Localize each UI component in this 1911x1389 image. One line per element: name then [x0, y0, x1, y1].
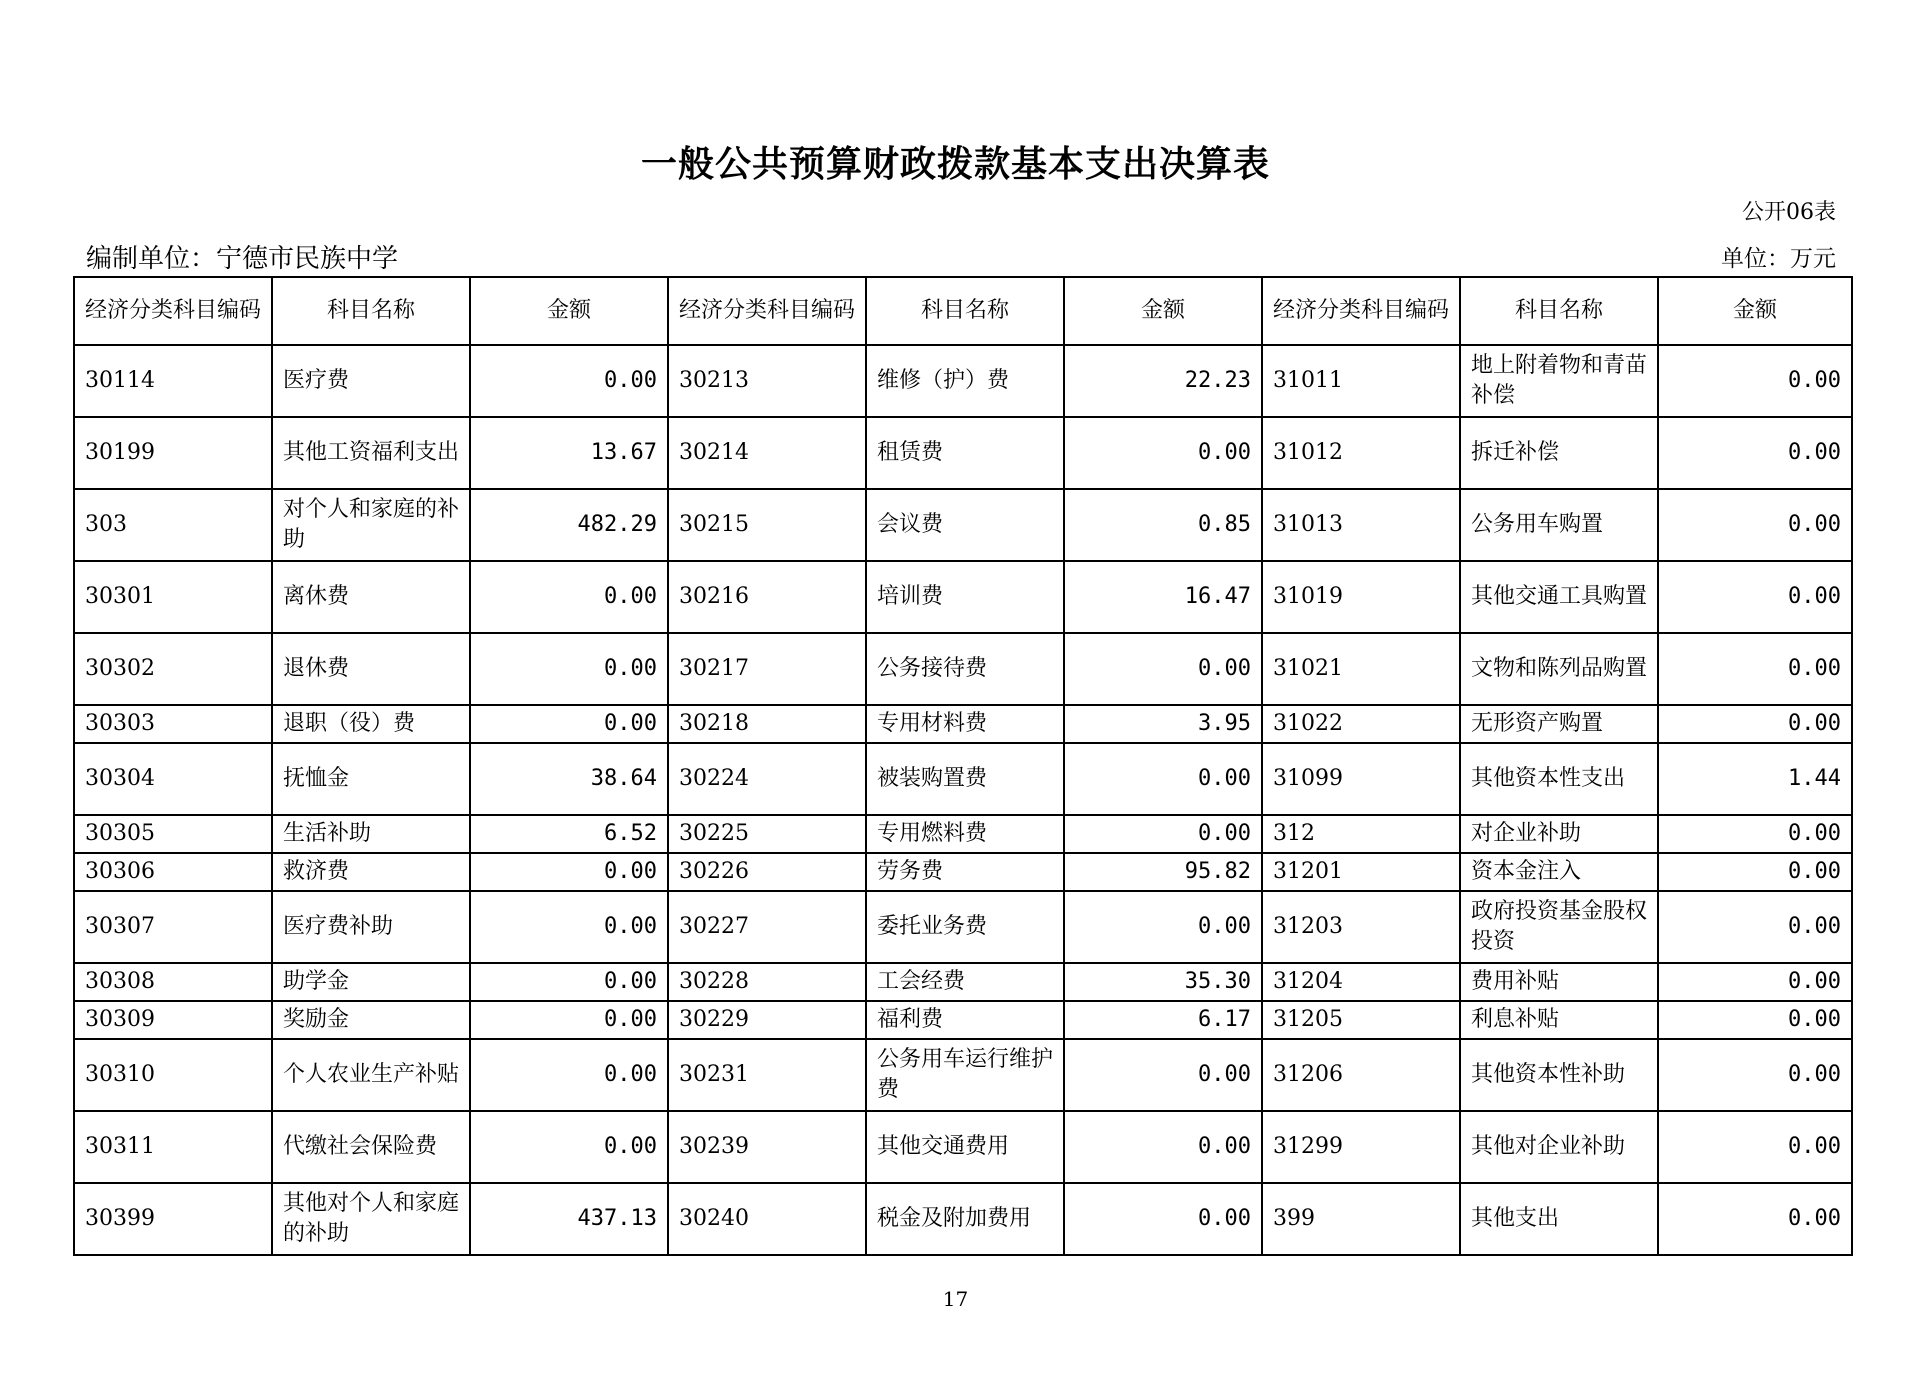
econ-code-cell: 30231	[668, 1039, 866, 1111]
econ-code-cell: 30301	[74, 561, 272, 633]
amount-cell: 0.00	[1658, 417, 1852, 489]
table-header-row	[74, 277, 1852, 345]
item-name-cell: 退职（役）费	[272, 705, 470, 743]
amount-cell: 0.00	[1658, 489, 1852, 561]
amount-cell: 35.30	[1064, 963, 1262, 1001]
amount-cell: 0.00	[470, 891, 668, 963]
table-row	[74, 1183, 1852, 1255]
item-name-cell: 其他对个人和家庭的补助	[272, 1183, 470, 1255]
item-name-cell: 其他资本性补助	[1460, 1039, 1658, 1111]
item-name-cell: 退休费	[272, 633, 470, 705]
table-row	[74, 1001, 1852, 1039]
econ-code-cell: 30226	[668, 853, 866, 891]
econ-code-cell: 30229	[668, 1001, 866, 1039]
table-row	[74, 489, 1852, 561]
item-name-cell: 救济费	[272, 853, 470, 891]
table-row	[74, 345, 1852, 417]
econ-code-cell: 30114	[74, 345, 272, 417]
column-header: 经济分类科目编码	[1262, 277, 1460, 345]
econ-code-cell: 31013	[1262, 489, 1460, 561]
table-row	[74, 417, 1852, 489]
amount-cell: 482.29	[470, 489, 668, 561]
amount-cell: 1.44	[1658, 743, 1852, 815]
econ-code-cell: 31203	[1262, 891, 1460, 963]
amount-cell: 0.00	[1658, 705, 1852, 743]
item-name-cell: 离休费	[272, 561, 470, 633]
item-name-cell: 其他对企业补助	[1460, 1111, 1658, 1183]
page-number: 17	[942, 1287, 969, 1311]
column-header: 经济分类科目编码	[668, 277, 866, 345]
item-name-cell: 维修（护）费	[866, 345, 1064, 417]
item-name-cell: 代缴社会保险费	[272, 1111, 470, 1183]
amount-cell: 0.00	[1658, 853, 1852, 891]
amount-cell: 0.00	[1658, 1039, 1852, 1111]
column-header: 金额	[470, 277, 668, 345]
amount-cell: 22.23	[1064, 345, 1262, 417]
item-name-cell: 其他交通工具购置	[1460, 561, 1658, 633]
item-name-cell: 委托业务费	[866, 891, 1064, 963]
amount-cell: 0.00	[1064, 891, 1262, 963]
table-row	[74, 1111, 1852, 1183]
amount-cell: 0.00	[470, 705, 668, 743]
econ-code-cell: 30308	[74, 963, 272, 1001]
econ-code-cell: 30309	[74, 1001, 272, 1039]
econ-code-cell: 30225	[668, 815, 866, 853]
amount-cell: 0.00	[470, 1001, 668, 1039]
item-name-cell: 无形资产购置	[1460, 705, 1658, 743]
item-name-cell: 公务用车运行维护费	[866, 1039, 1064, 1111]
item-name-cell: 对企业补助	[1460, 815, 1658, 853]
item-name-cell: 公务接待费	[866, 633, 1064, 705]
econ-code-cell: 30227	[668, 891, 866, 963]
amount-cell: 0.00	[1658, 1001, 1852, 1039]
amount-cell: 0.00	[1064, 417, 1262, 489]
econ-code-cell: 30304	[74, 743, 272, 815]
item-name-cell: 对个人和家庭的补助	[272, 489, 470, 561]
item-name-cell: 培训费	[866, 561, 1064, 633]
table-row	[74, 633, 1852, 705]
econ-code-cell: 30306	[74, 853, 272, 891]
amount-cell: 0.00	[1064, 815, 1262, 853]
amount-cell: 0.00	[470, 1111, 668, 1183]
item-name-cell: 个人农业生产补贴	[272, 1039, 470, 1111]
amount-cell: 6.17	[1064, 1001, 1262, 1039]
amount-cell: 0.00	[1658, 891, 1852, 963]
econ-code-cell: 399	[1262, 1183, 1460, 1255]
amount-cell: 0.00	[1658, 963, 1852, 1001]
item-name-cell: 被装购置费	[866, 743, 1064, 815]
item-name-cell: 租赁费	[866, 417, 1064, 489]
amount-cell: 0.00	[470, 633, 668, 705]
item-name-cell: 医疗费补助	[272, 891, 470, 963]
amount-cell: 0.00	[1064, 743, 1262, 815]
amount-cell: 0.85	[1064, 489, 1262, 561]
form-code: 公开06表	[1742, 200, 1836, 225]
amount-cell: 0.00	[1658, 633, 1852, 705]
econ-code-cell: 30224	[668, 743, 866, 815]
econ-code-cell: 30213	[668, 345, 866, 417]
econ-code-cell: 31099	[1262, 743, 1460, 815]
econ-code-cell: 31206	[1262, 1039, 1460, 1111]
column-header: 金额	[1064, 277, 1262, 345]
item-name-cell: 工会经费	[866, 963, 1064, 1001]
column-header: 科目名称	[272, 277, 470, 345]
amount-cell: 0.00	[1064, 633, 1262, 705]
amount-cell: 0.00	[1658, 1183, 1852, 1255]
item-name-cell: 专用材料费	[866, 705, 1064, 743]
column-header: 科目名称	[866, 277, 1064, 345]
econ-code-cell: 30199	[74, 417, 272, 489]
econ-code-cell: 31204	[1262, 963, 1460, 1001]
item-name-cell: 生活补助	[272, 815, 470, 853]
econ-code-cell: 31021	[1262, 633, 1460, 705]
amount-cell: 437.13	[470, 1183, 668, 1255]
item-name-cell: 政府投资基金股权投资	[1460, 891, 1658, 963]
econ-code-cell: 31012	[1262, 417, 1460, 489]
econ-code-cell: 30218	[668, 705, 866, 743]
amount-cell: 0.00	[470, 561, 668, 633]
item-name-cell: 其他支出	[1460, 1183, 1658, 1255]
item-name-cell: 地上附着物和青苗补偿	[1460, 345, 1658, 417]
amount-cell: 0.00	[470, 963, 668, 1001]
item-name-cell: 其他交通费用	[866, 1111, 1064, 1183]
econ-code-cell: 303	[74, 489, 272, 561]
table-row	[74, 743, 1852, 815]
amount-cell: 6.52	[470, 815, 668, 853]
econ-code-cell: 31205	[1262, 1001, 1460, 1039]
item-name-cell: 其他工资福利支出	[272, 417, 470, 489]
econ-code-cell: 30240	[668, 1183, 866, 1255]
table-row	[74, 891, 1852, 963]
econ-code-cell: 312	[1262, 815, 1460, 853]
econ-code-cell: 31019	[1262, 561, 1460, 633]
econ-code-cell: 30215	[668, 489, 866, 561]
econ-code-cell: 30303	[74, 705, 272, 743]
amount-cell: 0.00	[470, 345, 668, 417]
reporting-unit: 编制单位：宁德市民族中学	[86, 244, 399, 274]
amount-cell: 0.00	[1658, 815, 1852, 853]
item-name-cell: 资本金注入	[1460, 853, 1658, 891]
econ-code-cell: 30310	[74, 1039, 272, 1111]
column-header: 经济分类科目编码	[74, 277, 272, 345]
table-row	[74, 1039, 1852, 1111]
item-name-cell: 医疗费	[272, 345, 470, 417]
amount-cell: 38.64	[470, 743, 668, 815]
table-row	[74, 705, 1852, 743]
item-name-cell: 拆迁补偿	[1460, 417, 1658, 489]
econ-code-cell: 31299	[1262, 1111, 1460, 1183]
currency-unit: 单位：万元	[1721, 246, 1836, 272]
amount-cell: 3.95	[1064, 705, 1262, 743]
econ-code-cell: 30305	[74, 815, 272, 853]
amount-cell: 0.00	[470, 1039, 668, 1111]
amount-cell: 0.00	[1064, 1111, 1262, 1183]
item-name-cell: 劳务费	[866, 853, 1064, 891]
econ-code-cell: 30399	[74, 1183, 272, 1255]
table-row	[74, 853, 1852, 891]
item-name-cell: 税金及附加费用	[866, 1183, 1064, 1255]
table-row	[74, 561, 1852, 633]
econ-code-cell: 30311	[74, 1111, 272, 1183]
item-name-cell: 助学金	[272, 963, 470, 1001]
amount-cell: 0.00	[470, 853, 668, 891]
econ-code-cell: 30302	[74, 633, 272, 705]
table-row	[74, 963, 1852, 1001]
econ-code-cell: 30216	[668, 561, 866, 633]
amount-cell: 0.00	[1064, 1039, 1262, 1111]
econ-code-cell: 30228	[668, 963, 866, 1001]
item-name-cell: 抚恤金	[272, 743, 470, 815]
amount-cell: 16.47	[1064, 561, 1262, 633]
amount-cell: 0.00	[1064, 1183, 1262, 1255]
item-name-cell: 福利费	[866, 1001, 1064, 1039]
econ-code-cell: 31011	[1262, 345, 1460, 417]
econ-code-cell: 31201	[1262, 853, 1460, 891]
item-name-cell: 专用燃料费	[866, 815, 1064, 853]
budget-table	[73, 276, 1853, 1256]
item-name-cell: 费用补贴	[1460, 963, 1658, 1001]
table-row	[74, 815, 1852, 853]
item-name-cell: 会议费	[866, 489, 1064, 561]
econ-code-cell: 30307	[74, 891, 272, 963]
econ-code-cell: 30239	[668, 1111, 866, 1183]
item-name-cell: 公务用车购置	[1460, 489, 1658, 561]
amount-cell: 0.00	[1658, 345, 1852, 417]
econ-code-cell: 30214	[668, 417, 866, 489]
item-name-cell: 奖励金	[272, 1001, 470, 1039]
econ-code-cell: 30217	[668, 633, 866, 705]
column-header: 金额	[1658, 277, 1852, 345]
amount-cell: 0.00	[1658, 561, 1852, 633]
column-header: 科目名称	[1460, 277, 1658, 345]
amount-cell: 95.82	[1064, 853, 1262, 891]
amount-cell: 13.67	[470, 417, 668, 489]
item-name-cell: 文物和陈列品购置	[1460, 633, 1658, 705]
page-title: 一般公共预算财政拨款基本支出决算表	[640, 144, 1270, 185]
item-name-cell: 其他资本性支出	[1460, 743, 1658, 815]
econ-code-cell: 31022	[1262, 705, 1460, 743]
amount-cell: 0.00	[1658, 1111, 1852, 1183]
item-name-cell: 利息补贴	[1460, 1001, 1658, 1039]
